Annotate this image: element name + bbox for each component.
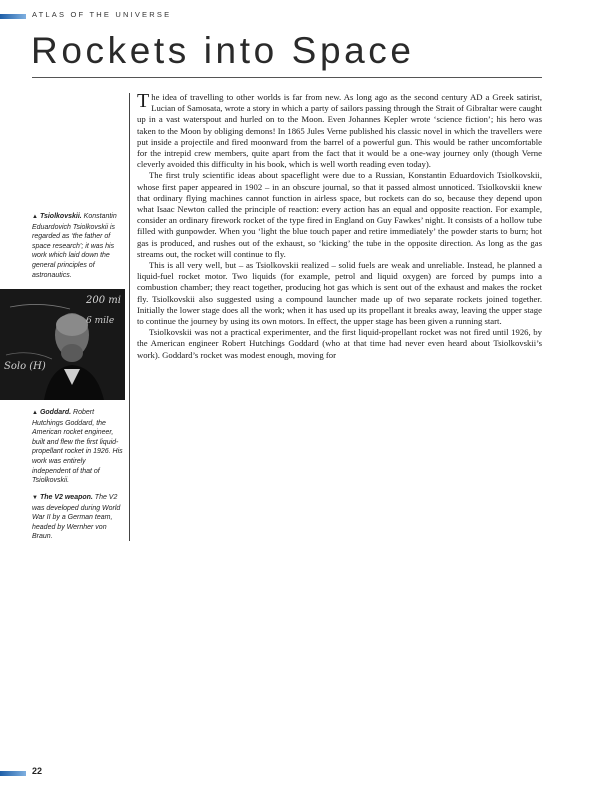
caption-lead: Goddard. [39,409,72,416]
caption-v2 [32,493,123,542]
caption-lead: The V2 weapon. [39,494,93,501]
caption-tsiolkovskii [32,212,123,280]
caption-goddard [32,408,123,486]
footer-accent-bar [0,771,26,776]
caption-text: Konstantin Eduardovich Tsiolkovskii is regarded as ‘the father of space research’; it was his work which laid down the general principles of astronautics. [32,213,117,279]
body-paragraph: The first truly scientific ideas about spaceflight were due to a Russian, Konstantin Eduardovich Tsiolkovskii, whose first paper appeared in 1902 – in an obscure journal, so that it passed almost unnoticed. Tsiolkovskii knew that ordinary flying machines cannot function in airless space, but rockets can do so, because they depend upon what Isaac Newton called the principle of reaction: every action has an equal and opposite reaction. For example, consider an ordinary firework rocket of the type fired in England on Guy Fawkes’ night. It consists of a hollow tube filled with gunpowder. When you ‘light the blue touch paper and retire immediately’ the powder starts to burn; hot gas is produced, and rushes out of the exhaust, so ‘kicking’ the tube in the opposite direction. As long as the gas streams out, the rocket will continue to fly. [137,170,542,259]
chalk-text: 200 mi [86,295,121,306]
column-divider [129,93,130,541]
portrait-photo-icon [0,289,125,400]
triangle-down-icon: ▼ [32,495,38,501]
chalk-text: Solo (H) [4,361,46,372]
page-title: Rockets into Space [31,30,415,71]
chalk-text: 6 mile [86,316,115,326]
portrait-photo [0,289,125,400]
page-number: 22 [32,766,43,776]
caption-text: The V2 was developed during World War II by a German team, headed by Wernher von Braun. [32,494,121,541]
running-head: ATLAS OF THE UNIVERSE [32,10,172,19]
triangle-up-icon: ▲ [32,214,38,220]
body-paragraph: This is all very well, but – as Tsiolkovskii realized – solid fuels are weak and unreliable. Instead, he planned a liquid-fuel rocket motor. Two liquids (for example, petrol and liquid oxygen) are forced by pumps into a combustion chamber; they react together, producing hot gas which is sent out of the exhaust and makes the rocket fly. Tsiolkovskii also suggested using a compound launcher made up of two separate rockets joined together. Initially the lower stage does all the work; when it has used up its propellant it breaks away, leaving the upper stage to continue the journey by using its own motors. In effect, the upper stage has been given a running start. [137,260,542,327]
caption-lead: Tsiolkovskii. [39,213,82,220]
caption-text: Robert Hutchings Goddard, the American rocket engineer, built and flew the first liquid-propellant rocket in 1926. His work was entirely independent of that of Tsiolkovskii. [32,409,123,485]
header-accent-bar [0,14,26,19]
body-paragraph: The idea of travelling to other worlds is far from new. As long ago as the second century AD a Greek satirist, Lucian of Samosata, wrote a story in which a party of sailors passing through the Strait of Gibraltar were caught up in a vast waterspout and hurled on to the Moon. Even Johannes Kepler wrote ‘science fiction’; his hero was taken to the Moon by obliging demons! In 1865 Jules Verne published his classic novel in which the travellers were put inside a projectile and fired moonward from the barrel of a powerful gun. This would be rather uncomfortable for the intrepid crew members, quite apart from the fact that it would be a one-way journey only (though Verne cleverly avoided this difficulty in his book, which is well worth reading even today). [137,90,542,170]
body-paragraph: Tsiolkovskii was not a practical experimenter, and the first liquid-propellant rocket was not fired until 1926, by the American engineer Robert Hutchings Goddard (who at that time had never even heard about Tsiolkovskii’s work). Goddard’s rocket was modest enough, moving for [137,327,542,360]
title-rule [32,77,542,78]
body-text [137,92,542,361]
triangle-up-icon: ▲ [32,410,38,416]
